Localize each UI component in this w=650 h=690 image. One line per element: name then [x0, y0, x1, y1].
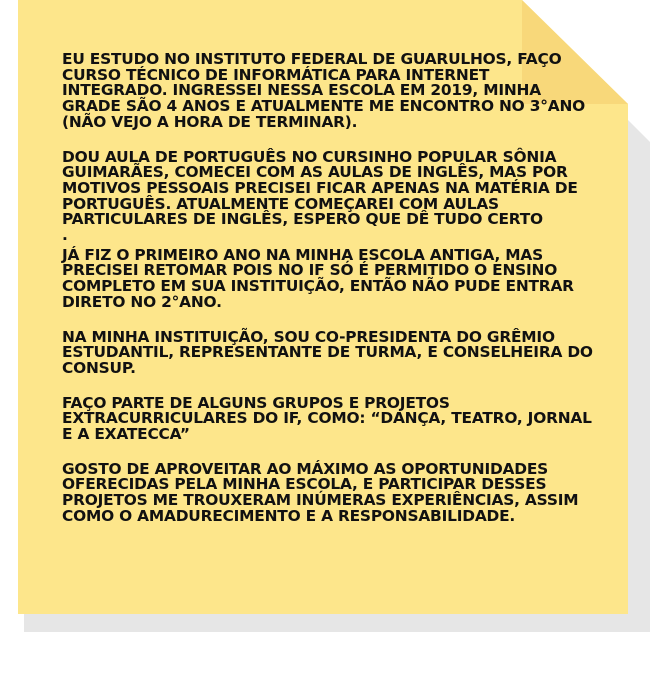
note-text: [62, 52, 594, 544]
paragraph-gremio: NA MINHA INSTITUIÇÃO, SOU CO-PRESIDENTA DO GRÊMIO ESTUDANTIL, REPRESENTANTE DE TURMA, E CONSELHEIRA DO CONSUP.: [62, 327, 593, 377]
paragraph-school: EU ESTUDO NO INSTITUTO FEDERAL DE GUARULHOS, FAÇO CURSO TÉCNICO DE INFORMÁTICA PARA INTERNET INTEGRADO. INGRESSEI NESSA ESCOLA EM 2019, MINHA GRADE SÃO 4 ANOS E ATUALMENTE ME ENCONTRO NO 3°ANO (NÃO VEJO A HORA DE TERMINAR).: [62, 50, 586, 131]
paragraph-groups: FAÇO PARTE DE ALGUNS GRUPOS E PROJETOS EXTRACURRICULARES DO IF, COMO: “DANÇA, TEATRO, JORNAL E A EXATECCA”: [62, 393, 592, 444]
paragraph-first-year: JÁ FIZ O PRIMEIRO ANO NA MINHA ESCOLA ANTIGA, MAS PRECISEI RETOMAR POIS NO IF SÓ É PERMITIDO O ENSINO COMPLETO EM SUA INSTITUIÇÃO, ENTÃO NÃO PUDE ENTRAR DIRETO NO 2°ANO.: [62, 245, 574, 311]
paragraph-opportunities: GOSTO DE APROVEITAR AO MÁXIMO AS OPORTUNIDADES OFERECIDAS PELA MINHA ESCOLA, E PARTICIPAR DESSES PROJETOS ME TROUXERAM INÚMERAS EXPERIÊNCIAS, ASSIM COMO O AMADURECIMENTO E A RESPONSABILIDADE.: [62, 459, 579, 525]
paragraph-teaching: DOU AULA DE PORTUGUÊS NO CURSINHO POPULAR SÔNIA GUIMARÃES, COMECEI COM AS AULAS DE INGLÊS, MAS POR MOTIVOS PESSOAIS PRECISEI FICAR APENAS NA MATÉRIA DE PORTUGUÊS. ATUALMENTE COMEÇAREI COM AULAS PARTICULARES DE INGLÊS, ESPERO QUE DÊ TUDO CERTO .: [62, 147, 578, 245]
